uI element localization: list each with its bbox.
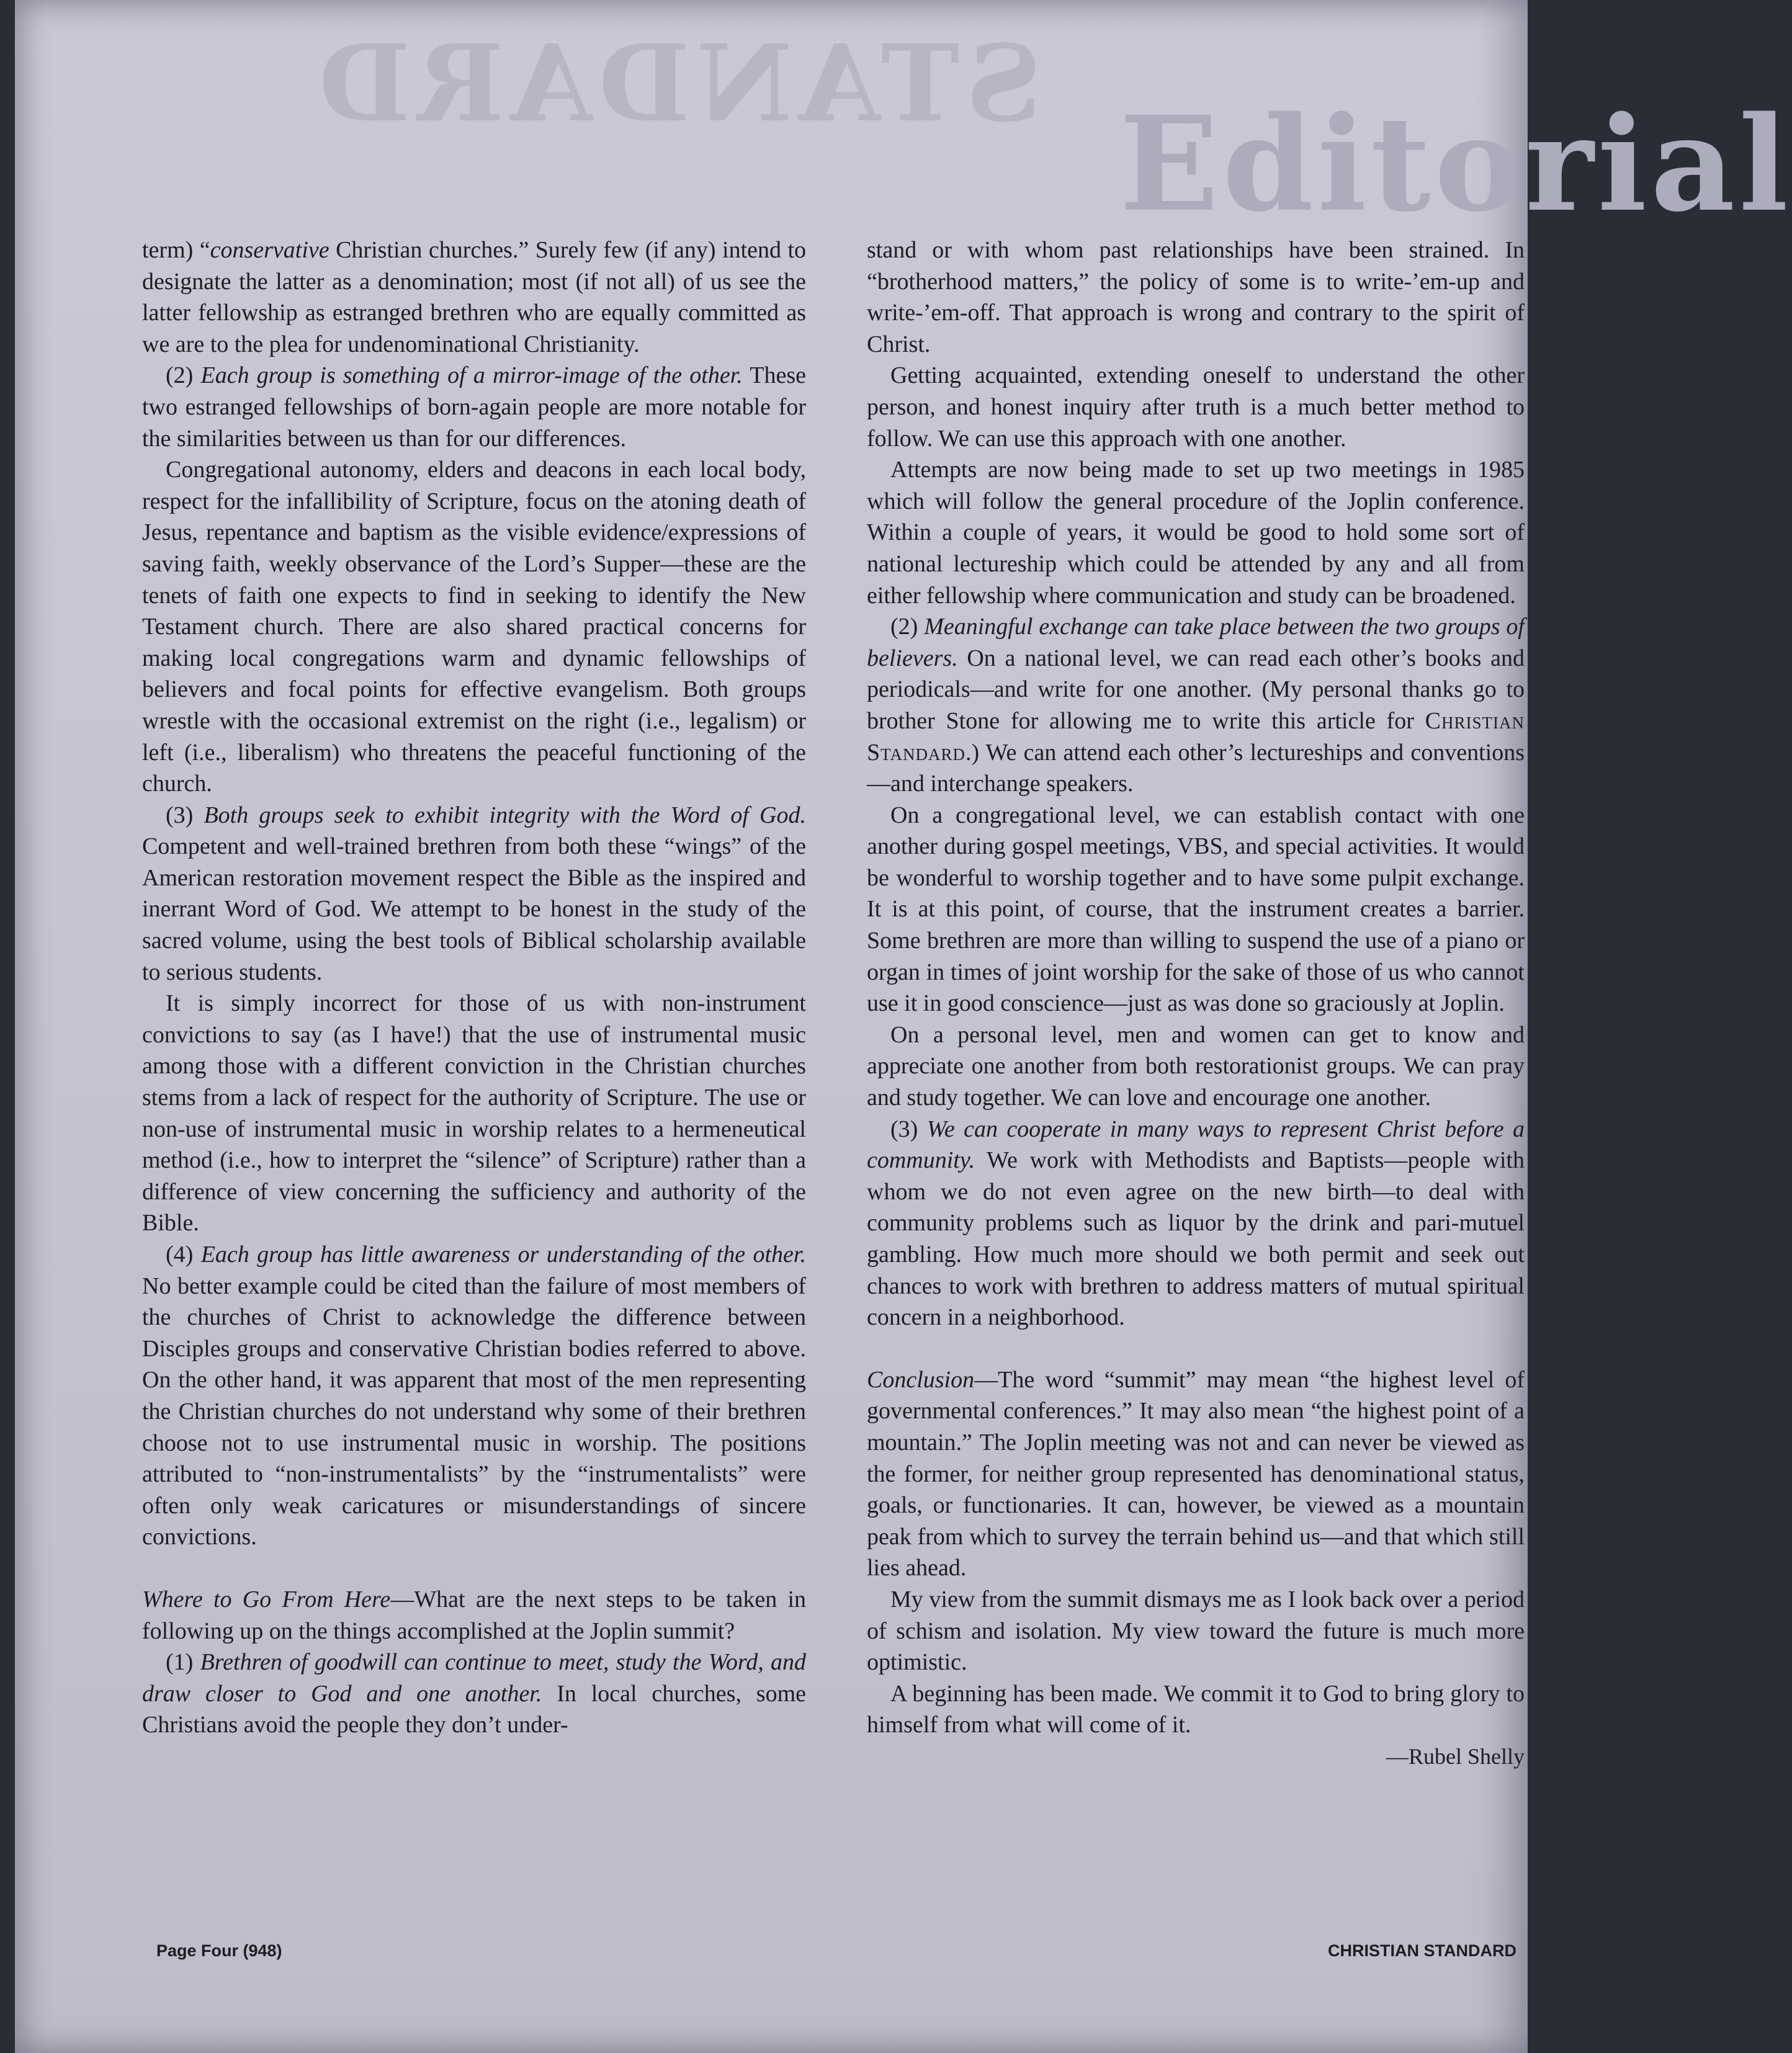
right-paragraph-10: A beginning has been made. We commit it to God to bring glory to himself from what will come of it.: [867, 1680, 1525, 1738]
left-paragraph-4: (3) Both groups seek to exhibit integrity with the Word of God. Competent and well-trained brethren from both these “wings” of the American restoration movement respect the Bible as the inspired and inerrant Word of God. We attempt to be honest in the study of the sacred volume, using the best tools of Biblical scholarship available to serious students.: [142, 802, 806, 985]
magazine-page: [15, 0, 1792, 2053]
left-paragraph-2: (2) Each group is something of a mirror-image of the other. These two estranged fellowships of born-again people are more notable for the similarities between us than for our differences.: [142, 362, 806, 452]
right-paragraph-4: (2) Meaningful exchange can take place between the two groups of believers. On a national level, we can read each other’s books and periodicals—and write for one another. (My personal thanks go to brother Stone for allowing me to write this article for Christian Standard.) We can attend each other’s lectureships and conventions—and interchange speakers.: [867, 614, 1525, 797]
right-column: [867, 235, 1525, 1773]
left-paragraph-1: term) “conservative Christian churches.” Surely few (if any) intend to designate the latter as a denomination; most (if not all) of us see the latter fellowship as estranged brethren who are equally committed as we are to the plea for undenominational Christianity.: [142, 237, 807, 357]
left-paragraph-5: It is simply incorrect for those of us with non-instrument convictions to say (as I have!) that the use of instrumental music among those with a different conviction in the Christian churches stems from a lack of respect for the authority of Scripture. The use or non-use of instrumental music in worship relates to a hermeneutical method (i.e., how to interpret the “silence” of Scripture) rather than a difference of view concerning the sufficiency and authority of the Bible.: [142, 990, 806, 1237]
right-paragraph-2: Getting acquainted, extending oneself to understand the other person, and honest inquiry after truth is a much better method to follow. We can use this approach with one another.: [867, 362, 1525, 452]
left-paragraph-6: (4) Each group has little awareness or understanding of the other. No better example could be cited than the failure of most members of the churches of Christ to acknowledge the difference between Disciples groups and conservative Christian bodies referred to above. On the other hand, it was apparent that most of the men representing the Christian churches do not understand why some of their brethren choose not to use instrumental music in worship. The positions attributed to “non-instrumentalists” by the “instrumentalists” were often only weak caricatures or misunderstandings of sincere convictions.: [142, 1241, 806, 1550]
publication-footer: CHRISTIAN STANDARD: [1328, 1941, 1516, 1960]
right-paragraph-5: On a congregational level, we can establish contact with one another during gospel meetings, VBS, and special activities. It would be wonderful to worship together and to have some pulpit exchange. It is at this point, of course, that the instrument creates a barrier. Some brethren are more than willing to suspend the use of a piano or organ in times of joint worship for the sake of those of us who cannot use it in good conscience—just as was done so graciously at Joplin.: [867, 802, 1525, 1017]
author-signature: —Rubel Shelly: [1386, 1743, 1525, 1769]
publication-name: Christian Standard: [867, 707, 1525, 766]
right-paragraph-9: My view from the summit dismays me as I look back over a period of schism and isolation. My view toward the future is much more optimistic.: [867, 1586, 1525, 1676]
left-paragraph-3: Congregational autonomy, elders and deacons in each local body, respect for the infallibility of Scripture, focus on the atoning death of Jesus, repentance and baptism as the visible evidence/expressions of saving faith, weekly observance of the Lord’s Supper—these are the tenets of faith one expects to find in seeking to identify the New Testament church. There are also shared practical concerns for making local congregations warm and dynamic fellowships of believers and focal points for effective evangelism. Both groups wrestle with the occasional extremist on the right (i.e., legalism) or left (i.e., liberalism) who threatens the peaceful functioning of the church.: [142, 457, 806, 797]
section-heading-where-to-go: Where to Go From Here—What are the next steps to be taken in following up on the things accomplished at the Joplin summit?: [142, 1586, 807, 1644]
left-paragraph-8: (1) Brethren of goodwill can continue to meet, study the Word, and draw closer to God and one another. In local churches, some Christians avoid the people they don’t under-: [142, 1649, 806, 1738]
right-paragraph-1: stand or with whom past relationships have been strained. In “brotherhood matters,” the policy of some is to write-’em-up and write-’em-off. That approach is wrong and contrary to the spirit of Christ.: [867, 237, 1525, 357]
page-number: Page Four (948): [156, 1941, 282, 1960]
right-paragraph-7: (3) We can cooperate in many ways to represent Christ before a community. We work with Methodists and Baptists—people with whom we do not even agree on the new birth—to deal with community problems such as liquor by the drink and pari-mutuel gambling. How much more should we both permit and seek out chances to work with brethren to address matters of mutual spiritual concern in a neighborhood.: [867, 1116, 1525, 1331]
section-heading-conclusion: Conclusion—The word “summit” may mean “the highest level of governmental conferences.” It may also mean “the highest point of a mountain.” The Joplin meeting was not and can never be viewed as the former, for neither group represented has denominational status, goals, or functionaries. It can, however, be viewed as a mountain peak from which to survey the terrain behind us—and that which still lies ahead.: [867, 1366, 1525, 1581]
right-paragraph-6: On a personal level, men and women can get to know and appreciate one another from both restorationist groups. We can pray and study together. We can love and encourage one another.: [867, 1021, 1525, 1111]
right-paragraph-3: Attempts are now being made to set up two meetings in 1985 which will follow the general procedure of the Joplin conference. Within a couple of years, it would be good to hold some sort of national lectureship which could be attended by any and all from either fellowship where communication and study can be broadened.: [867, 457, 1525, 609]
left-column: [142, 235, 806, 1741]
bleed-through-masthead: STANDARD: [313, 22, 1042, 146]
bleed-through-heading: Editorial: [1119, 87, 1792, 241]
